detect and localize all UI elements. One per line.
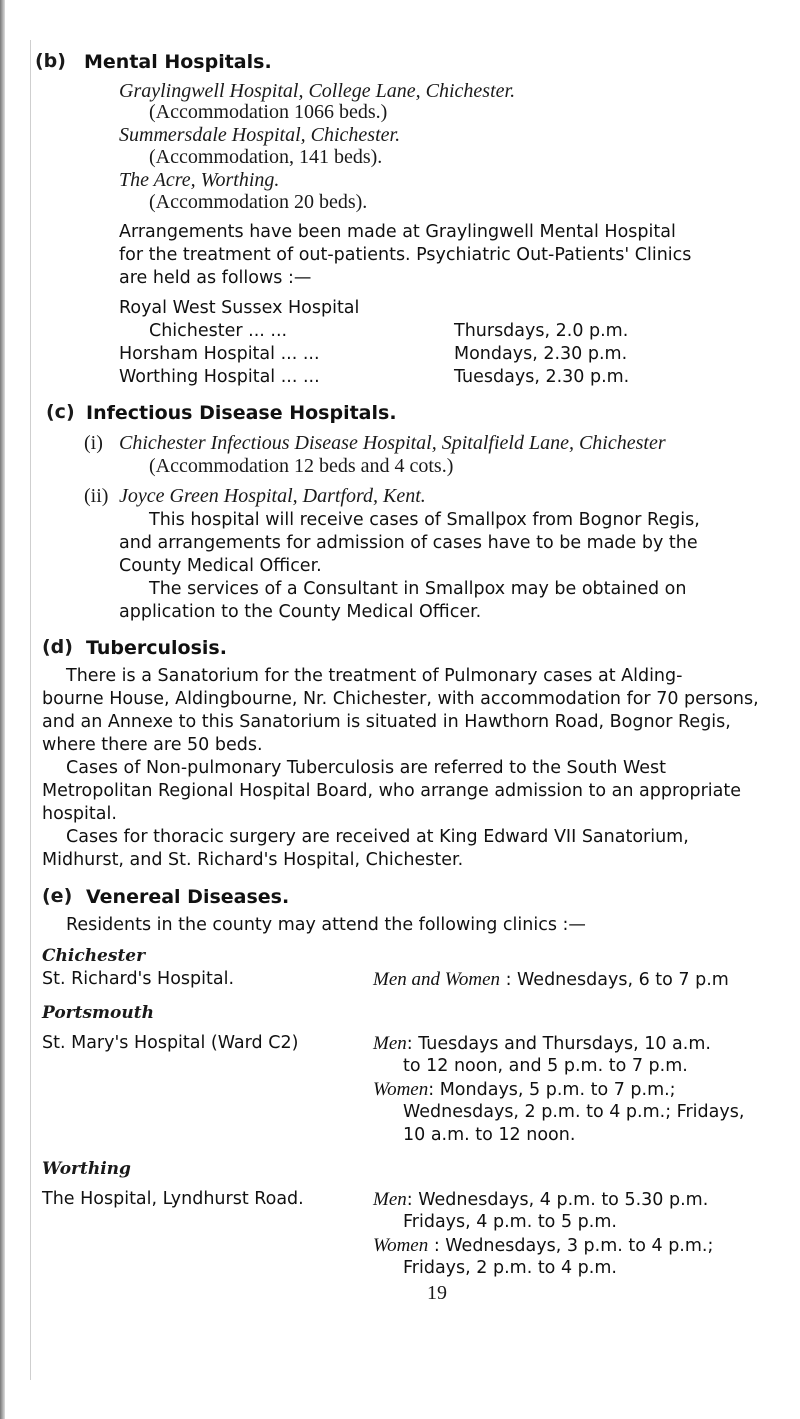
clinic-place-2: Chichester ... ...	[149, 321, 288, 341]
vd-intro: Residents in the county may attend the following clinics :—	[66, 915, 586, 935]
summersdale-name: Summersdale Hospital, Chichester.	[119, 124, 401, 146]
vd-town-worthing: Worthing	[42, 1159, 131, 1179]
tb-line-2: bourne House, Aldingbourne, Nr. Chichester, with accommodation for 70 persons,	[42, 689, 759, 709]
vd-men-portsmouth-2: to 12 noon, and 5 p.m. to 7 p.m.	[403, 1056, 688, 1076]
vd-women-text-portsmouth: : Mondays, 5 p.m. to 7 p.m.;	[428, 1080, 676, 1100]
joyce-green-line-3: County Medical Officer.	[119, 556, 322, 576]
vd-when-chichester: : Wednesdays, 6 to 7 p.m	[500, 970, 729, 990]
tb-line-8: Cases for thoracic surgery are received at King Edward VII Sanatorium,	[66, 827, 689, 847]
vd-men-label-portsmouth: Men	[373, 1033, 407, 1054]
the-acre-name: The Acre, Worthing.	[119, 169, 280, 191]
tb-line-9: Midhurst, and St. Richard's Hospital, Chichester.	[42, 850, 464, 870]
vd-town-chichester: Chichester	[42, 946, 146, 966]
mental-para-line-3: are held as follows :—	[119, 268, 312, 288]
chichester-idh-name: Chichester Infectious Disease Hospital, Spitalfield Lane, Chichester	[119, 432, 666, 454]
joyce-green-line-2: and arrangements for admission of cases have to be made by the	[119, 533, 698, 553]
tb-line-3: and an Annexe to this Sanatorium is situated in Hawthorn Road, Bognor Regis,	[42, 712, 731, 732]
clinic-time-4: Tuesdays, 2.30 p.m.	[454, 367, 630, 387]
c-ii-label: (ii)	[84, 485, 109, 507]
summersdale-accommodation: (Accommodation, 141 beds).	[149, 146, 383, 168]
mental-para-line-1: Arrangements have been made at Graylingwell Mental Hospital	[119, 222, 676, 242]
clinic-time-3: Mondays, 2.30 p.m.	[454, 344, 628, 364]
tb-line-1: There is a Sanatorium for the treatment of Pulmonary cases at Alding-	[66, 666, 683, 686]
c-i-label: (i)	[84, 432, 103, 454]
vd-women-portsmouth-3: 10 a.m. to 12 noon.	[403, 1125, 576, 1145]
vd-place-worthing: The Hospital, Lyndhurst Road.	[42, 1189, 304, 1209]
joyce-green-line-5: application to the County Medical Officer.	[119, 602, 482, 622]
page-edge-shadow	[0, 0, 5, 1419]
vd-town-portsmouth: Portsmouth	[42, 1003, 154, 1023]
section-b-title: Mental Hospitals.	[84, 51, 272, 73]
joyce-green-line-1: This hospital will receive cases of Smallpox from Bognor Regis,	[149, 510, 700, 530]
clinic-time-2: Thursdays, 2.0 p.m.	[454, 321, 629, 341]
tb-line-4: where there are 50 beds.	[42, 735, 263, 755]
joyce-green-line-4: The services of a Consultant in Smallpox may be obtained on	[149, 579, 687, 599]
section-d-label: (d)	[42, 636, 73, 658]
section-d-title: Tuberculosis.	[86, 637, 227, 659]
vd-men-worthing-2: Fridays, 4 p.m. to 5 p.m.	[403, 1212, 617, 1232]
vd-time-chichester	[373, 967, 729, 993]
vd-women-label-portsmouth: Women	[373, 1079, 429, 1100]
section-b-label: (b)	[35, 50, 66, 72]
vd-place-portsmouth: St. Mary's Hospital (Ward C2)	[42, 1033, 299, 1053]
page-number: 19	[427, 1282, 447, 1304]
graylingwell-name: Graylingwell Hospital, College Lane, Chichester.	[119, 80, 516, 102]
vd-men-label-worthing: Men	[373, 1189, 407, 1210]
section-e-title: Venereal Diseases.	[86, 886, 290, 908]
vd-women-portsmouth-2: Wednesdays, 2 p.m. to 4 p.m.; Fridays,	[403, 1102, 745, 1122]
vd-who-chichester: Men and Women	[373, 969, 500, 990]
tb-line-5: Cases of Non-pulmonary Tuberculosis are referred to the South West	[66, 758, 666, 778]
clinic-place-1: Royal West Sussex Hospital	[119, 298, 360, 318]
vd-men-text-portsmouth: : Tuesdays and Thursdays, 10 a.m.	[406, 1034, 711, 1054]
vd-men-text-worthing: : Wednesdays, 4 p.m. to 5.30 p.m.	[406, 1190, 709, 1210]
vd-women-text-worthing: : Wednesdays, 3 p.m. to 4 p.m.;	[428, 1236, 714, 1256]
mental-para-line-2: for the treatment of out-patients. Psychiatric Out-Patients' Clinics	[119, 245, 692, 265]
the-acre-accommodation: (Accommodation 20 beds).	[149, 191, 368, 213]
clinic-place-3: Horsham Hospital ... ...	[119, 344, 320, 364]
vd-place-chichester: St. Richard's Hospital.	[42, 969, 235, 989]
graylingwell-accommodation: (Accommodation 1066 beds.)	[149, 101, 388, 123]
chichester-idh-accommodation: (Accommodation 12 beds and 4 cots.)	[149, 455, 454, 477]
page-margin-line	[30, 40, 31, 1380]
joyce-green-name: Joyce Green Hospital, Dartford, Kent.	[119, 485, 426, 507]
section-c-label: (c)	[46, 401, 75, 423]
clinic-place-4: Worthing Hospital ... ...	[119, 367, 320, 387]
tb-line-7: hospital.	[42, 804, 117, 824]
section-c-title: Infectious Disease Hospitals.	[86, 402, 397, 424]
tb-line-6: Metropolitan Regional Hospital Board, who arrange admission to an appropriate	[42, 781, 742, 801]
vd-women-worthing-2: Fridays, 2 p.m. to 4 p.m.	[403, 1258, 617, 1278]
vd-women-label-worthing: Women	[373, 1235, 429, 1256]
section-e-label: (e)	[42, 885, 73, 907]
